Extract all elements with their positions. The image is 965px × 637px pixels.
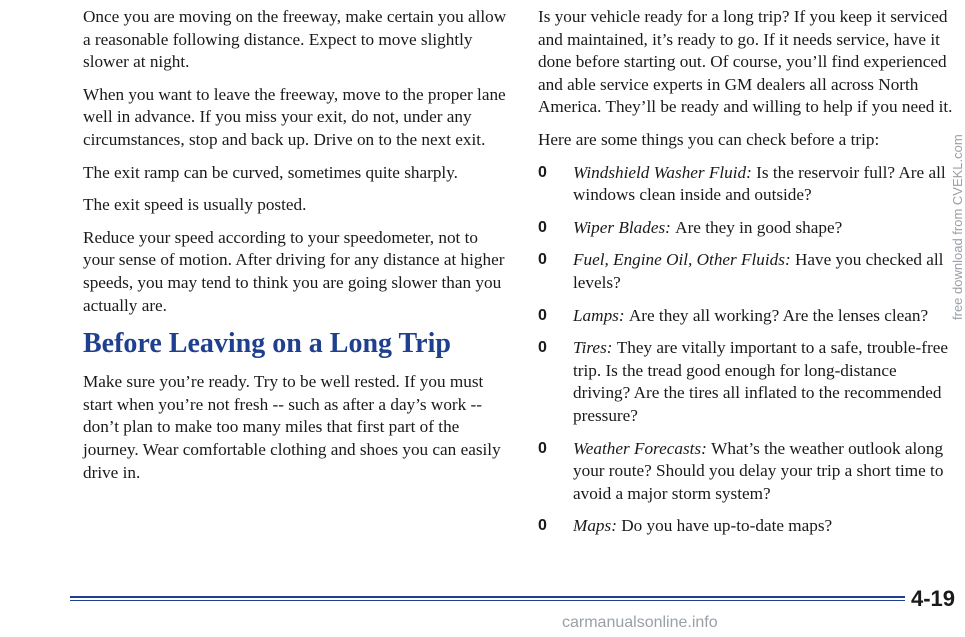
bullet-icon: 0 (538, 251, 547, 269)
item-text: Are they in good shape? (675, 217, 843, 237)
bullet-icon: 0 (538, 306, 547, 324)
bullet-icon: 0 (538, 517, 547, 535)
list-item (538, 249, 958, 294)
paragraph-reduce-speed: Reduce your speed according to your speedometer, not to your sense of motion. After driving for any distance at higher speeds, you may tend to think you are going slower than you actually are. (83, 227, 505, 315)
paragraph-checklist-intro: Here are some things you can check before a trip: (538, 129, 880, 149)
item-text: Is the reservoir full? Are all windows clean inside and outside? (573, 162, 946, 205)
footer-rule (70, 596, 905, 598)
list-item (538, 438, 958, 506)
trip-checklist (538, 162, 958, 538)
side-watermark: free download from CVEKL.com (950, 134, 965, 320)
paragraph-vehicle-ready: Is your vehicle ready for a long trip? If you keep it serviced and maintained, it’s ready to go. If it needs service, have it done before starting out. Of course, you’ll find experienced and able service experts in GM dealers all across North America. They’ll be ready and willing to help if you need it. (538, 7, 953, 117)
bullet-icon: 0 (538, 439, 547, 457)
item-label: Fuel, Engine Oil, Other Fluids: (573, 250, 795, 270)
paragraph-leaving-freeway: When you want to leave the freeway, move to the proper lane well in advance. If you miss your exit, do not, under any circumstances, stop and back up. Drive on to the next exit. (83, 84, 506, 149)
list-item (538, 305, 958, 328)
page-number: 4-19 (910, 586, 955, 611)
bullet-icon: 0 (538, 339, 547, 357)
item-text: Are they all working? Are the lenses clean? (628, 305, 929, 325)
item-label: Tires: (573, 338, 617, 358)
paragraph-exit-speed: The exit speed is usually posted. (83, 195, 307, 215)
right-column (538, 6, 958, 548)
item-label: Weather Forecasts: (573, 438, 712, 458)
item-text: Have you checked all levels? (573, 250, 944, 292)
bottom-watermark: carmanualsonline.info (562, 614, 718, 631)
footer-rule-thin (70, 600, 905, 601)
paragraph-be-ready: Make sure you’re ready. Try to be well rested. If you must start when you’re not fresh -- such as after a day’s work -- don’t plan to make too many miles that first part of the journey. Wear comfortable clothing and shoes you can easily drive in. (83, 372, 501, 482)
item-label: Lamps: (573, 305, 629, 325)
item-label: Maps: (573, 516, 622, 536)
list-item (538, 337, 958, 427)
left-column (83, 6, 508, 494)
item-text: What’s the weather outlook along your route? Should you delay your trip a short time to avoid a major storm system? (573, 438, 944, 503)
paragraph-exit-ramp: The exit ramp can be curved, sometimes quite sharply. (83, 162, 458, 182)
bullet-icon: 0 (538, 218, 547, 236)
item-label: Wiper Blades: (573, 217, 676, 237)
paragraph-freeway-following: Once you are moving on the freeway, make certain you allow a reasonable following distance. Expect to move slightly slower at night. (83, 7, 507, 72)
list-item (538, 217, 958, 240)
list-item (538, 162, 958, 207)
item-label: Windshield Washer Fluid: (573, 162, 757, 182)
item-text: Do you have up-to-date maps? (621, 516, 833, 536)
list-item (538, 515, 958, 538)
bullet-icon: 0 (538, 163, 547, 181)
section-heading: Before Leaving on a Long Trip (83, 328, 451, 360)
item-text: They are vitally important to a safe, trouble-free trip. Is the tread good enough for long-distance driving? Are the tires all inflated to the recommended pressure? (573, 338, 948, 425)
